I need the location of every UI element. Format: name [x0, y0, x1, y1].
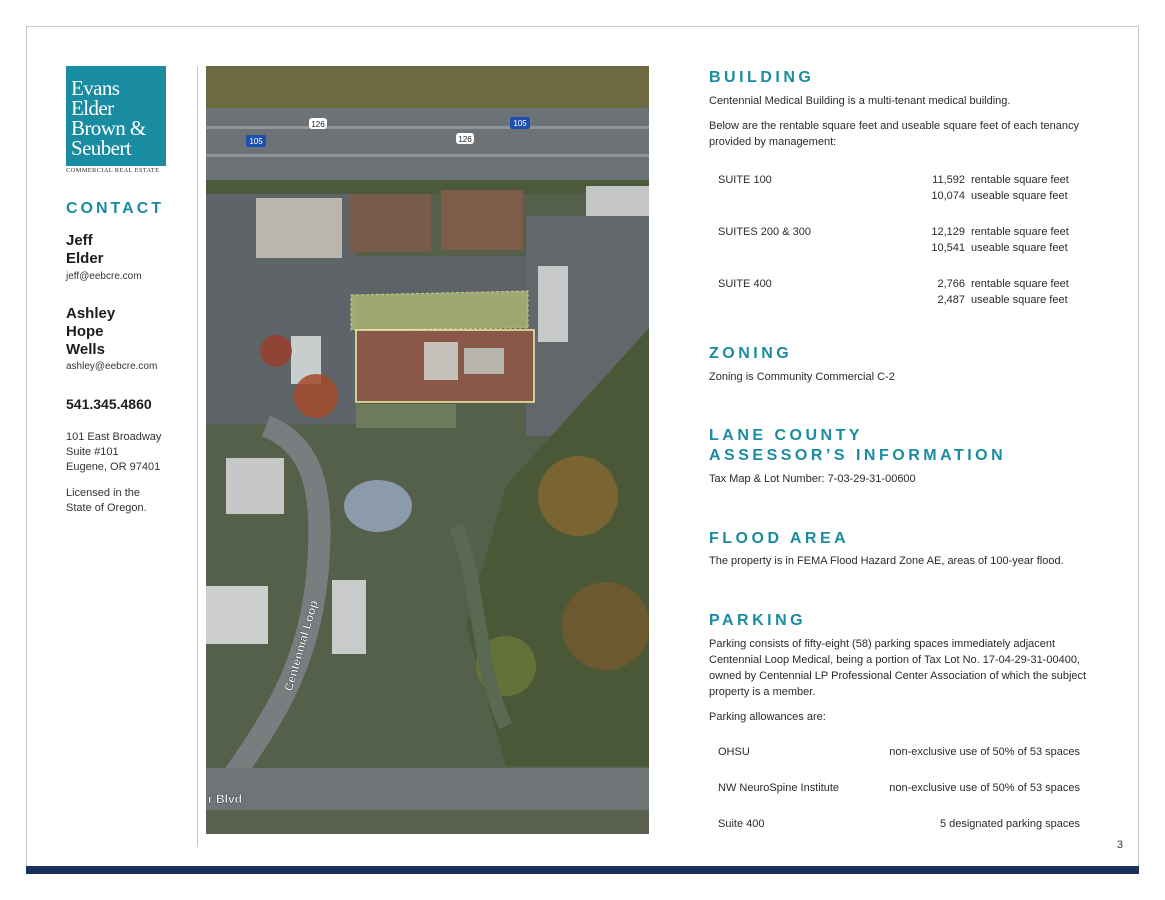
contact-email-ashley[interactable]: ashley@eebcre.com	[66, 361, 158, 372]
address-line: Eugene, OR 97401	[66, 461, 161, 473]
assessor-heading-line: LANE COUNTY	[709, 427, 864, 444]
flood-text: The property is in FEMA Flood Hazard Zone AE, areas of 100-year flood.	[709, 555, 1064, 567]
rentable-unit: rentable square feet	[971, 226, 1069, 238]
address-line: Suite #101	[66, 446, 119, 458]
suite-useable: 10,541	[931, 242, 965, 254]
office-address	[66, 430, 161, 475]
suite-name: SUITE 100	[718, 174, 772, 186]
sidebar-divider	[197, 66, 198, 847]
suite-name: SUITE 400	[718, 278, 772, 290]
allowance-name: NW NeuroSpine Institute	[718, 782, 840, 794]
rentable-unit: rentable square feet	[971, 278, 1069, 290]
suite-rentable: 11,592	[932, 174, 965, 186]
flood-heading: FLOOD AREA	[709, 530, 850, 547]
allowance-value: 5 designated parking spaces	[939, 818, 1080, 830]
street-label-centennial-loop: Centennial Loop	[281, 598, 321, 693]
suite-useable: 2,487	[937, 294, 965, 306]
suite-rentable: 2,766	[937, 278, 965, 290]
contact-name-ashley	[66, 305, 115, 359]
allowance-value: non-exclusive use of 50% of 53 spaces	[889, 782, 1080, 794]
contact-last-name: Wells	[66, 341, 105, 358]
contact-middle-name: Hope	[66, 323, 104, 340]
footer-bar	[26, 866, 1139, 874]
license-line: State of Oregon.	[66, 502, 147, 514]
allowance-name: OHSU	[718, 746, 750, 758]
suite-rentable: 12,129	[931, 226, 965, 238]
contact-heading: CONTACT	[66, 200, 165, 217]
rentable-unit: rentable square feet	[971, 174, 1069, 186]
page-number: 3	[1116, 839, 1123, 851]
useable-unit: useable square feet	[971, 190, 1068, 202]
useable-unit: useable square feet	[971, 242, 1068, 254]
logo-line: Brown &	[71, 116, 146, 140]
building-description: Below are the rentable square feet and useable square feet of each tenancy provided by management:	[709, 120, 1079, 148]
assessor-text: Tax Map & Lot Number: 7-03-29-31-00600	[709, 473, 916, 485]
company-logo	[66, 66, 166, 166]
phone-number[interactable]: 541.345.4860	[66, 396, 152, 412]
contact-email-jeff[interactable]: jeff@eebcre.com	[66, 271, 142, 282]
contact-first-name: Ashley	[66, 305, 116, 322]
zoning-text: Zoning is Community Commercial C-2	[709, 371, 895, 383]
street-label-blvd: r Blvd	[208, 792, 243, 806]
interstate-105-label: 105	[513, 119, 527, 128]
assessor-heading	[709, 426, 1006, 466]
interstate-105-label: 105	[249, 137, 263, 146]
useable-unit: useable square feet	[971, 294, 1068, 306]
parking-allowances-label: Parking allowances are:	[709, 711, 826, 723]
allowance-value: non-exclusive use of 50% of 53 spaces	[889, 746, 1080, 758]
contact-name-jeff	[66, 232, 104, 268]
aerial-map-image	[206, 66, 649, 834]
route-126-label: 126	[311, 120, 325, 129]
contact-first-name: Jeff	[66, 232, 93, 249]
parking-text: Parking consists of fifty-eight (58) parking spaces immediately adjacent Centennial Loop Medical, being a portion of Tax Lot No. 17-04-29-31-00400, owned by Centennial LP Professional Center Association of which the subject property is a member.	[709, 638, 1087, 698]
logo-line: Seubert	[71, 136, 131, 160]
suite-name: SUITES 200 & 300	[718, 226, 811, 238]
logo-line: Evans	[71, 76, 120, 100]
license-note	[66, 486, 147, 516]
route-126-label: 126	[458, 135, 472, 144]
building-intro: Centennial Medical Building is a multi-tenant medical building.	[709, 95, 1011, 107]
assessor-heading-line: ASSESSOR’S INFORMATION	[709, 447, 1007, 464]
address-line: 101 East Broadway	[66, 431, 162, 443]
building-heading: BUILDING	[709, 69, 815, 86]
zoning-heading: ZONING	[709, 345, 793, 362]
allowance-name: Suite 400	[718, 818, 765, 830]
logo-subtitle: COMMERCIAL REAL ESTATE	[66, 167, 160, 174]
license-line: Licensed in the	[66, 487, 140, 499]
logo-line: Elder	[71, 96, 114, 120]
contact-last-name: Elder	[66, 250, 104, 267]
suite-useable: 10,074	[931, 190, 965, 202]
parking-heading: PARKING	[709, 612, 807, 629]
